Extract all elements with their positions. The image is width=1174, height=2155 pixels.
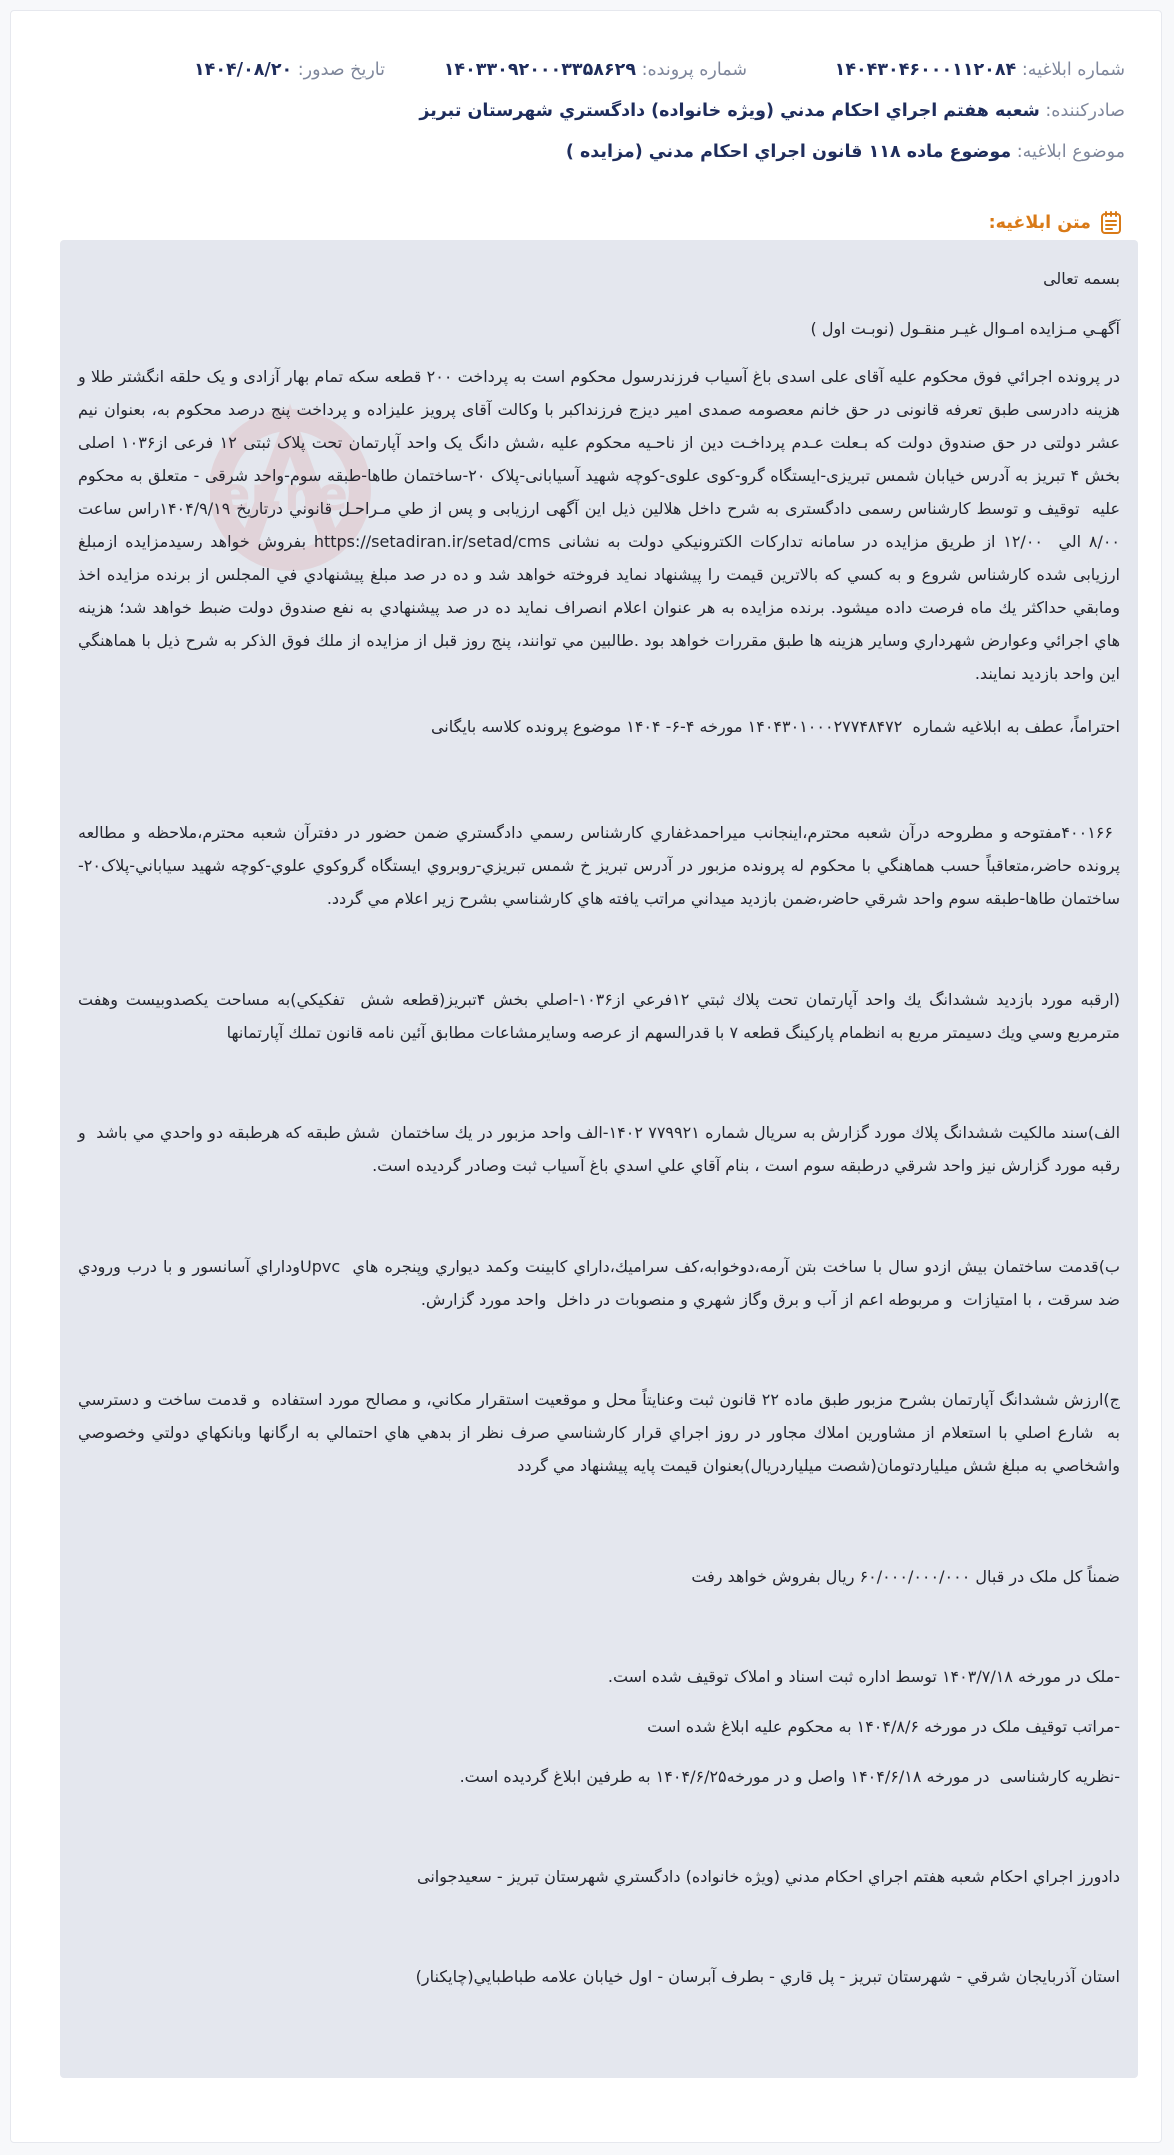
paragraph-auction-details [72,360,1121,690]
subject-row [566,138,1125,166]
case-number-label: شماره پرونده: [641,60,747,80]
subject-label: موضوع ابلاغیه: [1016,142,1125,162]
notice-body [60,240,1138,2078]
case-number-row [444,56,747,84]
paragraph-property-description: (ارقبه مورد بازديد ششدانگ يك واحد آپارتمان تحت پلاك ثبتي ۱۲فرعي از۱۰۳۶-اصلي بخش ۴تبريز(قطعه شش تفكيكي)به مساحت يكصدوبيست وهفت مترمربع وسي ويك دسيمتر مربع به انظمام پاركينگ قطعه ۷ با قدرالسهم از عرصه وسايرمشاعات مطابق آئين نامه قانون تملك آپارتمانها [72,990,1120,1042]
issue-date-row [194,56,385,84]
issue-date-label: تاریخ صدور: [297,60,385,80]
notice-number-label: شماره ابلاغیه: [1021,60,1125,80]
paragraph-expert-opinion: -نظریه کارشناسی در مورخه ۱۴۰۴/۶/۱۸ واصل و در مورخه۱۴۰۴/۶/۲۵ به طرفین ابلاغ گردیده است. [459,1767,1120,1786]
issuer-label: صادرکننده: [1045,101,1125,121]
notice-text-heading [989,210,1125,236]
paragraph-auction-details-part1: در پرونده اجرائي فوق محکوم علیه آقای علی اسدی باغ آسیاب فرزندرسول محکوم است به پرداخت ۲۰۰ قطعه سکه تمام بهار آزادی و یک حلقه انگشتر طلا و هزینه دادرسی طبق تعرفه قانونی در حق خانم معصومه صمدی امیر دیزج فرزنداکبر با وکالت آقای پرویز علیزاده و پرداخت پنج درصد محکوم به، بعنوان نیم عشر دولتی در حق صندوق دولت که بـعلت عـدم پرداخـت دین از ناحـیه محکوم علیه ،شش دانگ یک واحد آپارتمان تحت پلاک ثبتی ۱۲ فرعی از۱۰۳۶ اصلی بخش ۴ تبریز به آدرس خیابان شمس تبریزی-ایستگاه گرو-کوی علوی-کوچه شهید آسیابانی-پلاک ۲۰-ساختمان طاها-طبقه سوم-واحد شرقی - متعلق به محکوم علیه توقیف و توسط کارشناس رسمی دادگستری به شرح داخل هلالین ذیل این آگهی ارزیابی و پس از طي مـراحـل قانوني درتاريخ ۱۴۰۴/۹/۱۹راس ساعت ۸/۰۰ الي ۱۲/۰۰ از طريق مزايده در سامانه تداركات الكترونيكي دولت به نشانی [72,367,1121,551]
notice-number-row [835,56,1125,84]
issuer-row [419,97,1125,125]
issuer-value: شعبه هفتم اجراي احکام مدني (ويژه خانواده) دادگستري شهرستان تبريز [419,101,1040,121]
paragraph-address: استان آذربايجان شرقي - شهرستان تبريز - پل قاري - بطرف آبرسان - اول خيابان علامه طباطبايي(چايكنار) [415,1967,1120,1986]
notice-number-value: ۱۴۰۴۳۰۴۶۰۰۰۱۱۲۰۸۴ [834,60,1017,80]
paragraph-bailiff: دادورز اجراي احکام شعبه هفتم اجراي احکام مدني (ويژه خانواده) دادگستري شهرستان تبريز - سعیدجوانی [417,1867,1120,1886]
paragraph-seizure-notice: -مراتب توقیف ملک در مورخه ۱۴۰۴/۸/۶ به محکوم علیه ابلاغ شده است [647,1717,1120,1736]
paragraph-valuation: ج)ارزش ششدانگ آپارتمان بشرح مزبور طبق ماده ۲۲ قانون ثبت وعنايتاً محل و موقعيت استقرار مكاني، و مصالح مورد استفاده و قدمت ساخت و دسترسي به شارع اصلي با استعلام از مشاورين املاك مجاور در روز اجراي قرار كارشناسي صرف نظر از بدهي هاي احتمالي به ارگانها وبانكهاي دولتي وخصوصي واشخاصي به مبلغ شش ميلياردتومان(شصت ميلياردريال)بعنوان قيمت پايه پيشنهاد مي گردد [72,1390,1121,1475]
paragraph-deed: الف)سند مالكيت ششدانگ پلاك مورد گزارش به سريال شماره ۷۷۹۹۲۱ ۱۴۰۲-الف واحد مزبور در يك ساختمان شش طبقه كه هرطبقه دو واحدي مي باشد و رقبه مورد گزارش نيز واحد شرقي درطبقه سوم است ، بنام آقاي علي اسدي باغ آسياب ثبت وصادر گرديده است. [72,1123,1121,1175]
paragraph-auction-details-part2: بفروش خواهد رسيدمزایده ازمبلغ ارزیابی شده کارشناس شروع و به كسي كه بالاترين قيمت را پيشنهاد نمايد فروخته خواهد شد و ده در صد مبلغ پيشنهادي في المجلس از برنده مزايده اخذ ومابقي حداكثر يك ماه فرصت داده ميشود. برنده مزايده به هر عنوان اعلام انصراف نمايد ده در صد پيشنهادي به نفع صندوق دولت ضبط خواهد شد؛ هزینه هاي اجرائي وعوارض شهرداري وساير هزينه ها طبق مقررات خواهد بود .طالبين مي توانند، پنج روز قبل از مزايده از ملك فوق الذكر به شرح ذيل با هماهنگي اين واحد بازديد نمايند. [72,532,1120,683]
paragraph-auction-title: آگهـي مـزايده امـوال غيـر منقـول (نوبـت اول ) [810,319,1120,338]
paragraph-reference: احتراماً، عطف به ابلاغیه شماره ۱۴۰۴۳۰۱۰۰۰۲۷۷۴۸۴۷۲ مورخه ۴-۶- ۱۴۰۴ موضوع پرونده کلاسه بایگانی [430,717,1120,736]
setad-link[interactable]: https://setadiran.ir/setad/cms [313,532,551,551]
paragraph-expert-intro: ۴۰۰۱۶۶مفتوحه و مطروحه درآن شعبه محترم،اينجانب ميراحمدغفاري کارشناس رسمي دادگستري ضمن حضور در دفترآن شعبه محترم،ملاحظه و مطالعه پرونده حاضر،متعاقباً حسب هماهنگي با محکوم له پرونده مزبور در آدرس تبريز خ شمس تبريزي-روبروي ايستگاه گروکوي علوي-کوچه شهيد سياباني-پلاک۲۰-ساختمان طاها-طبقه سوم واحد شرقي حاضر،ضمن بازديد ميداني مراتب يافته هاي کارشناسي بشرح زير اعلام مي گردد. [72,823,1121,908]
document-text-icon [1099,210,1125,236]
paragraph-building: ب)قدمت ساختمان بيش ازدو سال با ساخت بتن آرمه،دوخوابه،كف سراميك،داراي كابينت وكمد ديواري وپنجره هاي Upvcوداراي آسانسور و با درب ورودي ضد سرقت ، با امتيازات و مربوطه اعم از آب و برق وگاز شهري و منصوبات در داخل واحد مورد گزارش. [72,1257,1120,1309]
issue-date-value: ۱۴۰۴/۰۸/۲۰ [193,60,293,80]
watermark-text: er.net [219,467,370,521]
case-number-value: ۱۴۰۳۳۰۹۲۰۰۰۳۳۵۸۶۲۹ [443,60,637,80]
paragraph-basmala: بسمه تعالی [1043,269,1120,288]
paragraph-sale-amount: ضمناً کل ملک در قبال ۶۰/۰۰۰/۰۰۰/۰۰۰ ریال بفروش خواهد رفت [691,1567,1120,1586]
notice-text-title: متن ابلاغیه: [988,213,1091,233]
subject-value: موضوع ماده ۱۱۸ قانون اجراي احکام مدني (مزايده ) [565,142,1012,162]
paragraph-seizure: -ملک در مورخه ۱۴۰۳/۷/۱۸ توسط اداره ثبت اسناد و املاک توقیف شده است. [607,1667,1120,1686]
notice-card [10,10,1162,2143]
